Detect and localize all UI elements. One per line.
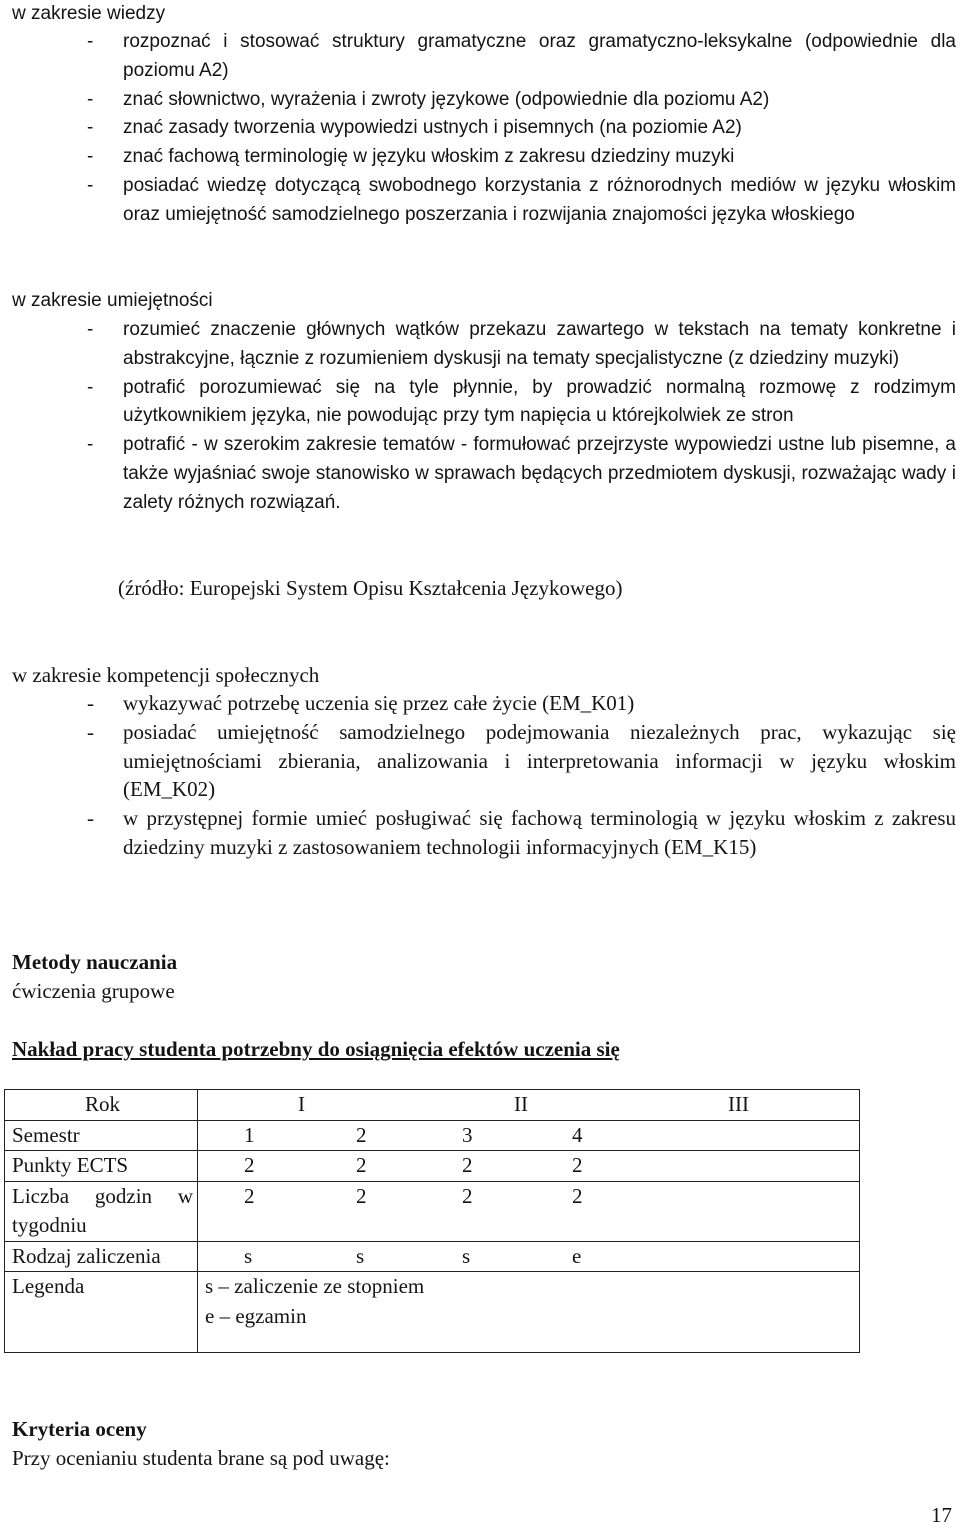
table-row — [5, 1090, 860, 1121]
page-number: 17 — [931, 1503, 952, 1527]
list-item: - w przystępnej formie umieć posługiwać się fachową terminologią w języku włoskim z zakresu dziedziny muzyki z zastosowaniem technologii informacyjnych (EM_K15) — [87, 806, 956, 859]
workload-table — [4, 1089, 860, 1353]
dash-bullet: - — [87, 806, 94, 831]
legend-line: e – egzamin — [205, 1303, 307, 1328]
table-cell: Liczba godzin w tygodniu — [5, 1181, 198, 1241]
list-item: - potrafić - w szerokim zakresie tematów - formułować przejrzyste wypowiedzi ustne lub pisemne, a także wyjaśniać swoje stanowisko w sprawach będących przedmiotem dyskusji, rozważając wady i zalety różnych rozwiązań. — [0, 431, 960, 517]
dash-bullet: - — [87, 434, 94, 456]
value-cell: 2 — [572, 1153, 583, 1177]
year-header: I — [298, 1092, 305, 1116]
value-cell: s — [244, 1243, 253, 1268]
list-item: - posiadać wiedzę dotyczącą swobodnego korzystania z różnorodnych mediów w języku włoskim oraz umiejętność samodzielnego poszerzania i rozwijania znajomości języka włoskiego — [0, 172, 960, 230]
methods-heading: Metody nauczania — [12, 950, 178, 974]
table-row — [5, 1272, 860, 1353]
methods-text: ćwiczenia grupowe — [12, 979, 175, 1003]
table-cell: Legenda — [5, 1272, 198, 1353]
dash-bullet: - — [87, 146, 94, 168]
list-item: - potrafić porozumiewać się na tyle płynnie, by prowadzić normalną rozmowę z rodzimym użytkownikiem języka, nie powodując przy tym napięcia u którejkolwiek ze stron — [0, 374, 960, 432]
dash-bullet: - — [87, 31, 94, 52]
dash-bullet: - — [87, 88, 94, 110]
table-row — [5, 1181, 860, 1241]
value-cell: 2 — [244, 1153, 255, 1177]
year-header: III — [728, 1092, 749, 1116]
value-cell: s — [462, 1243, 471, 1268]
dash-bullet: - — [87, 174, 94, 196]
list-item: - znać słownictwo, wyrażenia i zwroty językowe (odpowiednie dla poziomu A2) — [0, 86, 960, 115]
social-heading: w zakresie kompetencji społecznych — [12, 663, 320, 687]
workload-heading: Nakład pracy studenta potrzebny do osiągnięcia efektów uczenia się — [12, 1037, 620, 1061]
legend-line: s – zaliczenie ze stopniem — [205, 1274, 425, 1298]
value-cell: s — [356, 1243, 365, 1268]
value-cell: 2 — [356, 1153, 367, 1177]
value-cell: e — [572, 1243, 582, 1268]
value-cell: 2 — [244, 1183, 255, 1208]
knowledge-heading: w zakresie wiedzy — [12, 3, 166, 24]
knowledge-list — [0, 28, 960, 230]
table-cell — [198, 1120, 860, 1151]
dash-bullet: - — [87, 117, 94, 139]
dash-bullet: - — [87, 691, 94, 715]
table-cell: Semestr — [5, 1120, 198, 1151]
legend-cell — [198, 1272, 860, 1353]
criteria-heading: Kryteria oceny — [12, 1417, 147, 1441]
dash-bullet: - — [87, 376, 94, 398]
year-headers — [198, 1090, 859, 1120]
criteria-text: Przy ocenianiu studenta brane są pod uwagę: — [12, 1446, 390, 1470]
list-item: - znać zasady tworzenia wypowiedzi ustnych i pisemnych (na poziomie A2) — [0, 114, 960, 143]
list-item: - znać fachową terminologię w języku włoskim z zakresu dziedziny muzyki — [0, 143, 960, 172]
value-cell: 2 — [462, 1183, 473, 1208]
table-cell: Rok — [5, 1090, 198, 1121]
source-citation: (źródło: Europejski System Opisu Kształcenia Językowego) — [118, 576, 623, 600]
value-cell: 2 — [356, 1122, 367, 1147]
year-header: II — [514, 1092, 528, 1116]
value-cell: 2 — [462, 1153, 473, 1177]
list-item: - posiadać umiejętność samodzielnego podejmowania niezależnych prac, wykazując się umiejętnościami zbierania, analizowania i interpretowania informacji w języku włoskim (EM_K02) — [87, 719, 956, 802]
table-row — [5, 1241, 860, 1272]
table-cell — [198, 1181, 860, 1241]
table-cell — [198, 1151, 860, 1182]
table-cell — [198, 1241, 860, 1272]
list-item: - rozpoznać i stosować struktury gramatyczne oraz gramatyczno-leksykalne (odpowiednie dla poziomu A2) — [0, 28, 960, 86]
value-cell: 1 — [244, 1122, 255, 1147]
list-item: - wykazywać potrzebę uczenia się przez całe życie (EM_K01) — [0, 689, 960, 718]
dash-bullet: - — [87, 319, 94, 340]
value-cell: 2 — [356, 1183, 367, 1208]
social-list — [0, 689, 960, 862]
skills-heading: w zakresie umiejętności — [12, 290, 213, 311]
skills-list — [0, 316, 960, 518]
table-cell — [198, 1090, 860, 1121]
dash-bullet: - — [87, 719, 94, 744]
table-row — [5, 1151, 860, 1182]
table-row — [5, 1120, 860, 1151]
value-cell: 2 — [572, 1183, 583, 1208]
list-item: - rozumieć znaczenie głównych wątków przekazu zawartego w tekstach na tematy konkretne i abstrakcyjne, łącznie z rozumieniem dyskusji na tematy specjalistyczne (z dziedziny muzyki) — [0, 316, 960, 374]
table-cell: Punkty ECTS — [5, 1151, 198, 1182]
value-cell: 3 — [462, 1122, 473, 1147]
table-cell: Rodzaj zaliczenia — [5, 1241, 198, 1272]
value-cell: 4 — [572, 1122, 583, 1147]
